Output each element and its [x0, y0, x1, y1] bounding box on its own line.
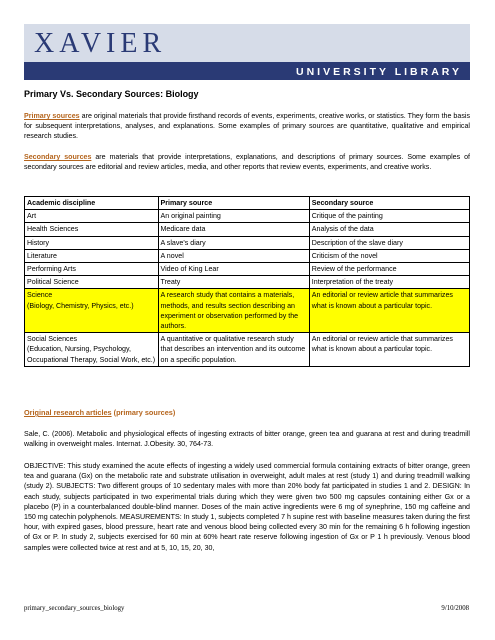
table-row — [25, 223, 470, 236]
secondary-cell: Description of the slave diary — [309, 236, 469, 249]
primary-cell: An original painting — [158, 210, 309, 223]
science-discipline-name: Science — [27, 291, 53, 300]
sources-table — [24, 196, 470, 367]
science-primary-cell: A research study that contains a materials, methods, and results section describing an experiment or observation performed by the authors. — [158, 289, 309, 333]
science-discipline-examples: (Biology, Chemistry, Physics, etc.) — [27, 301, 134, 310]
discipline-cell: Political Science — [25, 276, 159, 289]
header-secondary-source: Secondary source — [309, 197, 469, 210]
social-sciences-row — [25, 333, 470, 367]
social-secondary-cell: An editorial or review article that summarizes what is known about a particular topic. — [309, 333, 469, 367]
citation-paragraph: Sale, C. (2006). Metabolic and physiological effects of ingesting extracts of bitter orange, green tea and guarana at rest and during treadmill walking in overweight males. Internat. J.Obesity. 30, 764-73. — [24, 430, 470, 449]
original-research-suffix: (primary sources) — [111, 408, 176, 417]
science-row — [25, 289, 470, 333]
table-row — [25, 263, 470, 276]
discipline-cell: History — [25, 236, 159, 249]
discipline-cell: Literature — [25, 249, 159, 262]
discipline-cell: Art — [25, 210, 159, 223]
header-primary-source: Primary source — [158, 197, 309, 210]
social-discipline-cell — [25, 333, 159, 367]
science-discipline-cell — [25, 289, 159, 333]
secondary-sources-text: are materials that provide interpretations, explanations, and descriptions of primary sources. Some examples of secondary sources are editorial and review articles, media, and other reports that review events, experiments, and creative works. — [24, 153, 470, 172]
table-header-row — [25, 197, 470, 210]
primary-sources-paragraph — [24, 111, 470, 142]
secondary-sources-paragraph — [24, 152, 470, 172]
table-row — [25, 236, 470, 249]
science-secondary-cell: An editorial or review article that summarizes what is known about a particular topic. — [309, 289, 469, 333]
social-discipline-examples: (Education, Nursing, Psychology, Occupational Therapy, Social Work, etc.) — [27, 345, 156, 364]
secondary-cell: Criticism of the novel — [309, 249, 469, 262]
footer-filename: primary_secondary_sources_biology — [24, 605, 125, 612]
primary-sources-text: are original materials that provide firsthand records of events, experiments, creative works, or statistics. They form the basis for subsequent interpretations, analyses, and explanations. Some examples of primary sources are quantitative, qualitative and empirical research studies. — [24, 112, 470, 141]
discipline-cell: Health Sciences — [25, 223, 159, 236]
social-discipline-name: Social Sciences — [27, 335, 78, 344]
xavier-library-banner — [24, 24, 470, 80]
abstract-paragraph: OBJECTIVE: This study examined the acute effects of ingesting a widely used commercial formula containing extracts of bitter orange, green tea and guarana (Gx) on the metabolic rate and substrate utilisation in overweight, adult males at rest (study 1) and during treadmill walking (study 2). SUBJECTS: Two different groups of 10 sedentary males with more than 20% body fat participated in studies 1 and 2. DESIGN: In each study, subjects participated in two experimental trials during which they were given two 500 mg capsules containing either Gx or a placebo (P) in a counterbalanced double-blind manner. Doses of the main active ingredients were 6 mg of synephrine, 150 mg caffeine and 150 mg catechin polyphenols. MEASUREMENTS: In study 1, subjects completed 7 h supine rest with baseline measures taken during the first hour, with expired gases, blood pressure, heart rate and venous blood being collected every 30 min for the remaining 6 h following ingestion of Gx or P. In study 2, subjects exercised for 60 min at 60% heart rate reserve following ingestion of Gx or P 1 h previously. Venous blood samples were collected twice at rest and at 5, 10, 15, 20, 30, — [24, 462, 470, 552]
table-row — [25, 210, 470, 223]
social-primary-cell: A quantitative or qualitative research study that describes an intervention and its outcome on a specific population. — [158, 333, 309, 367]
primary-cell: A slave's diary — [158, 236, 309, 249]
secondary-cell: Analysis of the data — [309, 223, 469, 236]
university-library-label: UNIVERSITY LIBRARY — [295, 66, 462, 78]
secondary-cell: Critique of the painting — [309, 210, 469, 223]
discipline-cell: Performing Arts — [25, 263, 159, 276]
primary-cell: Treaty — [158, 276, 309, 289]
table-row — [25, 276, 470, 289]
original-research-heading — [24, 408, 175, 417]
secondary-sources-link[interactable]: Secondary sources — [24, 153, 92, 161]
primary-sources-link[interactable]: Primary sources — [24, 112, 80, 120]
xavier-logo: XAVIER — [34, 28, 167, 59]
primary-cell: Video of King Lear — [158, 263, 309, 276]
primary-cell: A novel — [158, 249, 309, 262]
page-title: Primary Vs. Secondary Sources: Biology — [24, 89, 199, 99]
secondary-cell: Interpretation of the treaty — [309, 276, 469, 289]
header-academic-discipline: Academic discipline — [25, 197, 159, 210]
table-row — [25, 249, 470, 262]
footer-date: 9/10/2008 — [441, 605, 469, 612]
original-research-link[interactable]: Original research articles — [24, 408, 112, 417]
primary-cell: Medicare data — [158, 223, 309, 236]
secondary-cell: Review of the performance — [309, 263, 469, 276]
